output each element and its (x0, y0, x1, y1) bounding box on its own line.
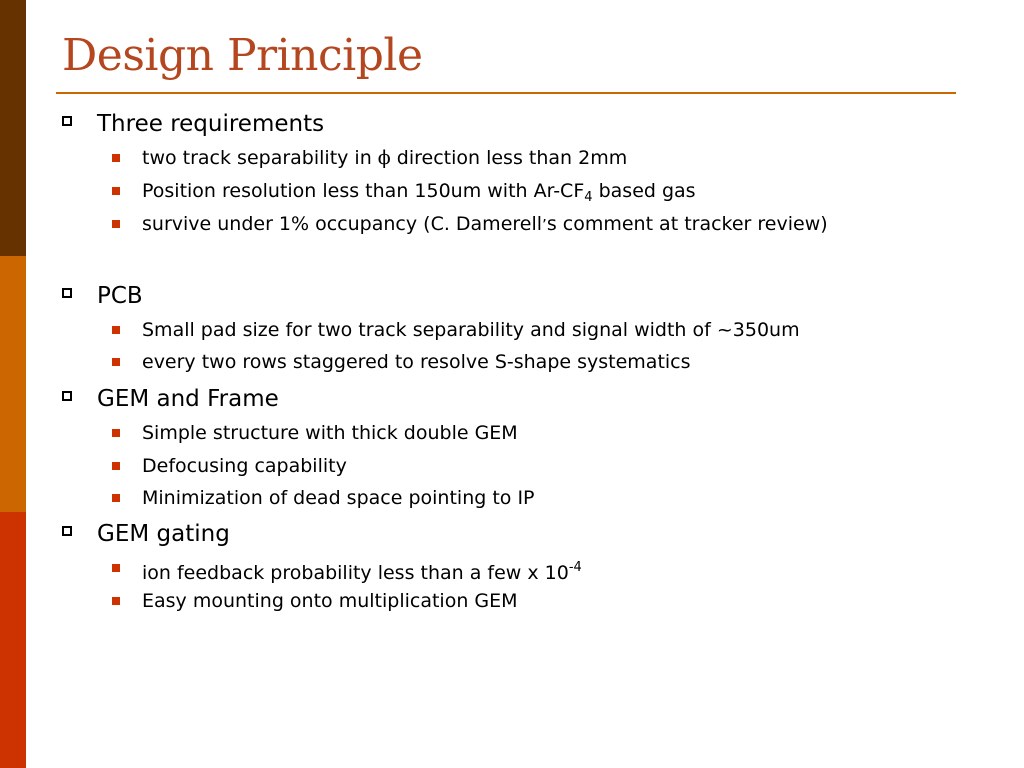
apostrophe: ’ (542, 216, 547, 234)
list-item-text: Easy mounting onto multiplication GEM (142, 590, 518, 612)
text-part: based gas (592, 180, 696, 202)
sidebar-segment-bottom (0, 512, 26, 768)
filled-square-bullet-icon (112, 564, 120, 572)
phi-symbol: ϕ (377, 147, 391, 169)
section-heading: Three requirements (97, 111, 325, 137)
slide-title: Design Principle (62, 30, 423, 81)
list-item-text: Defocusing capability (142, 455, 347, 477)
text-part: Position resolution less than 150um with Ar-CF (142, 180, 585, 202)
filled-square-bullet-icon (112, 326, 120, 334)
filled-square-bullet-icon (112, 494, 120, 502)
list-item-text: Minimization of dead space pointing to IP (142, 487, 535, 509)
section-heading: GEM gating (97, 521, 230, 547)
hollow-square-bullet-icon (62, 391, 72, 401)
superscript: -4 (568, 560, 582, 575)
subscript: 4 (584, 190, 593, 205)
filled-square-bullet-icon (112, 220, 120, 228)
section-heading: PCB (97, 283, 143, 309)
text-part: s comment at tracker review) (546, 213, 828, 235)
sidebar-segment-middle (0, 256, 26, 512)
text-part: ion feedback probability less than a few x 10 (142, 562, 569, 584)
filled-square-bullet-icon (112, 597, 120, 605)
list-item-text (142, 556, 582, 585)
list-item-text: Small pad size for two track separability and signal width of ~350um (142, 319, 800, 341)
filled-square-bullet-icon (112, 429, 120, 437)
sidebar-segment-top (0, 0, 26, 256)
filled-square-bullet-icon (112, 154, 120, 162)
text-part: survive under 1% occupancy (C. Damerell (142, 213, 543, 235)
decorative-sidebar (0, 0, 26, 768)
text-part: two track separability in (142, 147, 378, 169)
section-heading: GEM and Frame (97, 386, 279, 412)
filled-square-bullet-icon (112, 358, 120, 366)
hollow-square-bullet-icon (62, 526, 72, 536)
hollow-square-bullet-icon (62, 288, 72, 298)
list-item-text (142, 212, 828, 237)
list-item-text: Simple structure with thick double GEM (142, 422, 518, 444)
list-item-text (142, 146, 627, 170)
text-part: direction less than 2mm (390, 147, 628, 169)
list-item-text (142, 179, 696, 210)
hollow-square-bullet-icon (62, 116, 72, 126)
list-item-text: every two rows staggered to resolve S-shape systematics (142, 351, 691, 373)
filled-square-bullet-icon (112, 462, 120, 470)
filled-square-bullet-icon (112, 187, 120, 195)
title-underline (56, 92, 956, 94)
